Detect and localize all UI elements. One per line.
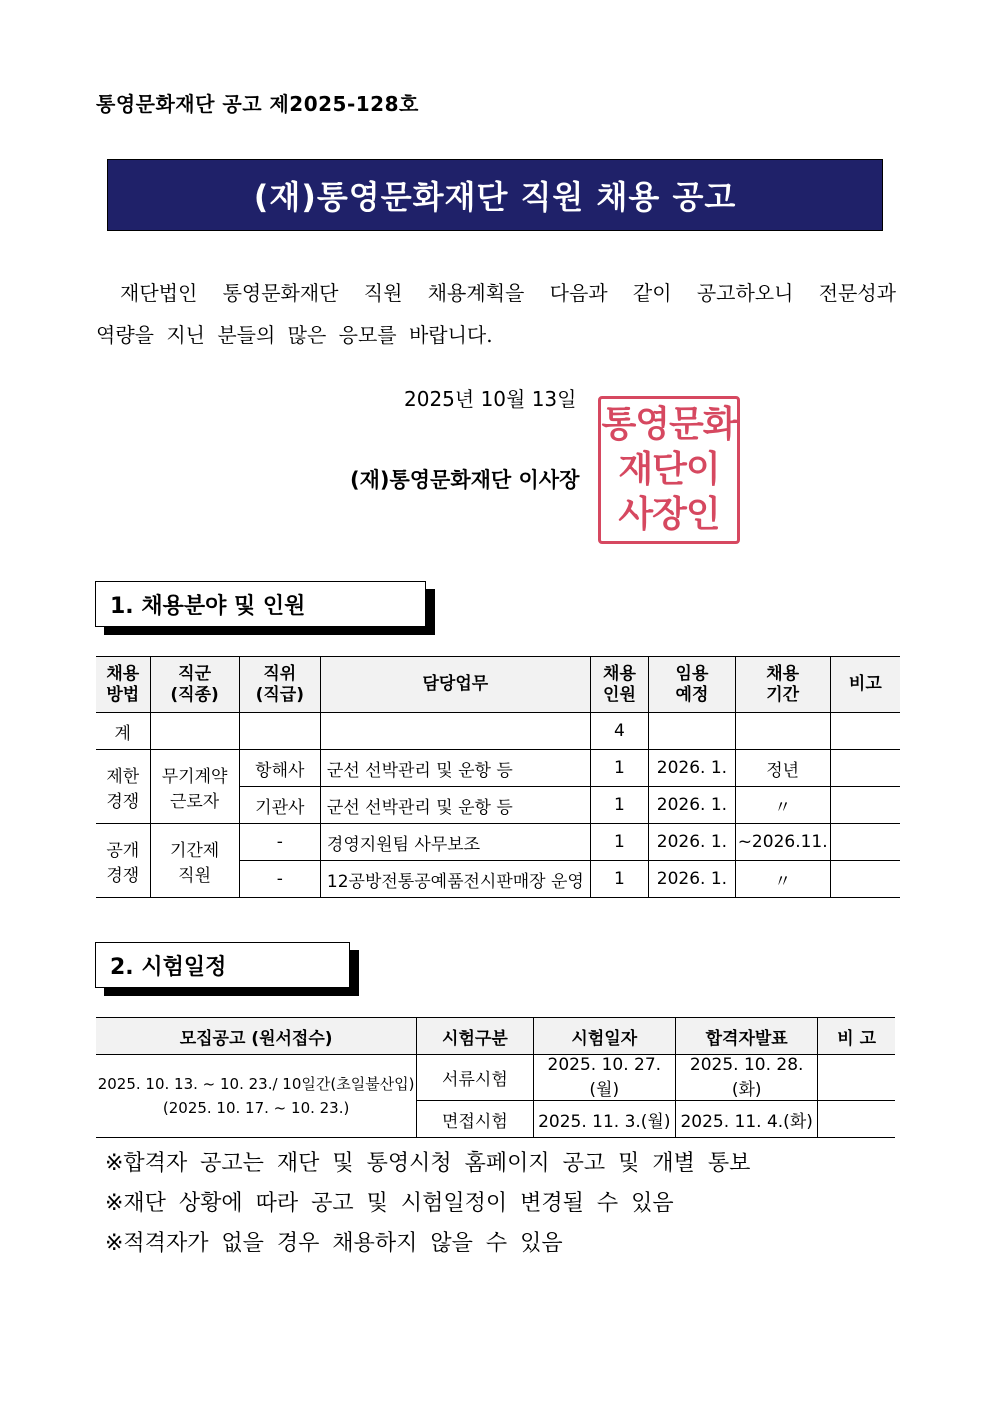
table-row bbox=[96, 1055, 895, 1101]
employment-period: 〃 bbox=[735, 787, 830, 824]
notes-list bbox=[105, 1144, 750, 1264]
signer: (재)통영문화재단 이사장 bbox=[350, 468, 580, 492]
empty-cell bbox=[735, 713, 830, 750]
employment-period: ~2026.11. bbox=[735, 824, 830, 861]
column-header: 시험일자 bbox=[533, 1018, 675, 1055]
column-header: 시험구분 bbox=[417, 1018, 533, 1055]
table-header-row bbox=[96, 1018, 895, 1055]
position: 기관사 bbox=[239, 787, 320, 824]
note bbox=[818, 1055, 895, 1101]
exam-date: 2025. 11. 3.(월) bbox=[533, 1101, 675, 1138]
recruitment-table bbox=[96, 656, 900, 898]
table-header-row bbox=[96, 657, 900, 713]
position: 항해사 bbox=[239, 750, 320, 787]
section2-heading: 2. 시험일정 bbox=[95, 942, 350, 988]
seal-line-2: 재단이 bbox=[618, 448, 720, 490]
start-date: 2026. 1. bbox=[649, 787, 736, 824]
recruit-period: 2025. 10. 13. ~ 10. 23./ 10일간(초일불산입) (2025. 10. 17. ~ 10. 23.) bbox=[96, 1055, 417, 1138]
section1-heading: 1. 채용분야 및 인원 bbox=[95, 581, 426, 627]
exam-type: 서류시험 bbox=[417, 1055, 533, 1101]
empty-cell bbox=[320, 713, 590, 750]
note-item: ※재단 상황에 따라 공고 및 시험일정이 변경될 수 있음 bbox=[105, 1191, 674, 1216]
start-date: 2026. 1. bbox=[649, 824, 736, 861]
hiring-method: 제한 경쟁 bbox=[96, 750, 150, 824]
intro-paragraph bbox=[96, 272, 896, 356]
exam-schedule-table bbox=[96, 1017, 895, 1138]
duty: 12공방전통공예품전시판매장 운영 bbox=[320, 861, 590, 898]
note bbox=[830, 750, 900, 787]
table-row bbox=[96, 750, 900, 787]
column-header: 담당업무 bbox=[320, 657, 590, 713]
seal-line-3: 사장인 bbox=[618, 493, 720, 535]
result-date: 2025. 10. 28.(화) bbox=[675, 1055, 817, 1101]
table-row bbox=[96, 824, 900, 861]
position: - bbox=[239, 824, 320, 861]
page-title: (재)통영문화재단 직원 채용 공고 bbox=[253, 178, 737, 216]
note bbox=[818, 1101, 895, 1138]
column-header: 비고 bbox=[830, 657, 900, 713]
column-header: 직위 (직급) bbox=[239, 657, 320, 713]
column-header: 비 고 bbox=[818, 1018, 895, 1055]
column-header: 채용 방법 bbox=[96, 657, 150, 713]
note bbox=[830, 824, 900, 861]
column-header: 임용 예정 bbox=[649, 657, 736, 713]
total-label: 계 bbox=[96, 713, 150, 750]
result-date: 2025. 11. 4.(화) bbox=[675, 1101, 817, 1138]
empty-cell bbox=[649, 713, 736, 750]
notice-date: 2025년 10월 13일 bbox=[404, 387, 577, 411]
title-banner bbox=[107, 159, 883, 231]
headcount: 1 bbox=[590, 750, 648, 787]
exam-date: 2025. 10. 27.(월) bbox=[533, 1055, 675, 1101]
empty-cell bbox=[239, 713, 320, 750]
official-seal bbox=[598, 396, 740, 544]
total-row bbox=[96, 713, 900, 750]
headcount: 1 bbox=[590, 787, 648, 824]
note-item: ※적격자가 없을 경우 채용하지 않을 수 있음 bbox=[105, 1231, 563, 1256]
start-date: 2026. 1. bbox=[649, 750, 736, 787]
intro-line-1: 재단법인 통영문화재단 직원 채용계획을 다음과 같이 공고하오니 전문성과 bbox=[120, 281, 896, 305]
column-header: 채용 인원 bbox=[590, 657, 648, 713]
note-item: ※합격자 공고는 재단 및 통영시청 홈페이지 공고 및 개별 통보 bbox=[105, 1151, 751, 1176]
column-header: 합격자발표 bbox=[675, 1018, 817, 1055]
notice-number: 통영문화재단 공고 제2025-128호 bbox=[96, 92, 419, 116]
column-header: 채용 기간 bbox=[735, 657, 830, 713]
total-count: 4 bbox=[590, 713, 648, 750]
hiring-method: 공개 경쟁 bbox=[96, 824, 150, 898]
duty: 경영지원팀 사무보조 bbox=[320, 824, 590, 861]
duty: 군선 선박관리 및 운항 등 bbox=[320, 787, 590, 824]
headcount: 1 bbox=[590, 824, 648, 861]
exam-type: 면접시험 bbox=[417, 1101, 533, 1138]
start-date: 2026. 1. bbox=[649, 861, 736, 898]
job-category: 무기계약 근로자 bbox=[150, 750, 239, 824]
empty-cell bbox=[830, 713, 900, 750]
intro-line-2: 역량을 지닌 분들의 많은 응모를 바랍니다. bbox=[96, 323, 493, 347]
duty: 군선 선박관리 및 운항 등 bbox=[320, 750, 590, 787]
headcount: 1 bbox=[590, 861, 648, 898]
job-category: 기간제 직원 bbox=[150, 824, 239, 898]
column-header: 직군 (직종) bbox=[150, 657, 239, 713]
seal-line-1: 통영문화 bbox=[601, 404, 737, 446]
column-header: 모집공고 (원서접수) bbox=[96, 1018, 417, 1055]
position: - bbox=[239, 861, 320, 898]
note bbox=[830, 861, 900, 898]
note bbox=[830, 787, 900, 824]
empty-cell bbox=[150, 713, 239, 750]
employment-period: 정년 bbox=[735, 750, 830, 787]
employment-period: 〃 bbox=[735, 861, 830, 898]
